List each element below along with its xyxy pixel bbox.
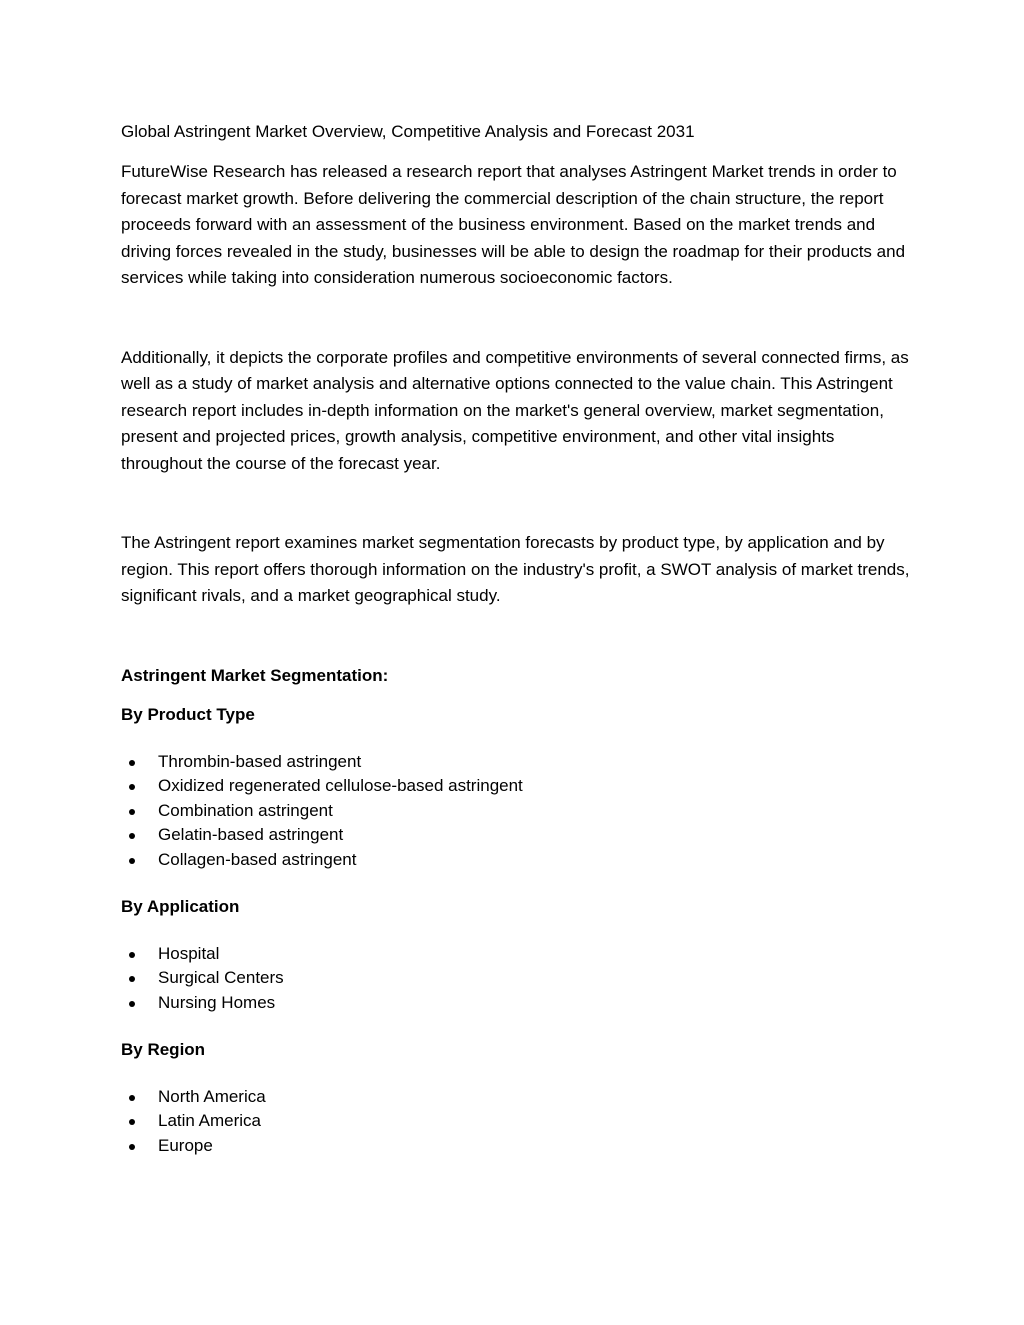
list-item-label: Combination astringent — [158, 800, 333, 820]
list-item — [121, 966, 911, 991]
list-item — [121, 1085, 911, 1110]
product-type-list — [121, 750, 911, 873]
paragraph-spacer — [121, 292, 911, 345]
region-heading: By Region — [121, 1040, 206, 1059]
list-item — [121, 1109, 911, 1134]
list-item — [121, 848, 911, 873]
document-title: Global Astringent Market Overview, Competitive Analysis and Forecast 2031 — [121, 122, 695, 141]
bullet-icon — [129, 858, 135, 864]
profiles-paragraph: Additionally, it depicts the corporate profiles and competitive environments of several connected firms, as well as a study of market analysis and alternative options connected to the value chain. This Astringent research report includes in-depth information on the market's general overview, market segmentation, present and projected prices, growth analysis, competitive environment, and other vital insights throughout the course of the forecast year. — [121, 347, 909, 473]
list-item — [121, 991, 911, 1016]
paragraph-spacer — [121, 610, 911, 663]
list-item-label: Surgical Centers — [158, 968, 284, 987]
application-heading: By Application — [121, 897, 240, 916]
list-item-label: Europe — [158, 1135, 213, 1155]
bullet-icon — [129, 809, 135, 815]
bullet-icon — [129, 760, 135, 766]
list-item-label: Collagen-based astringent — [158, 849, 357, 869]
list-item — [121, 750, 911, 775]
bullet-icon — [129, 1144, 135, 1150]
application-list — [121, 942, 911, 1016]
product-type-heading: By Product Type — [121, 705, 255, 724]
list-item-label: Nursing Homes — [158, 992, 276, 1012]
list-item-label: Gelatin-based astringent — [158, 825, 344, 844]
list-item-label: Hospital — [158, 943, 220, 963]
bullet-icon — [129, 784, 135, 790]
list-item — [121, 799, 911, 824]
list-item — [121, 942, 911, 967]
list-item — [121, 823, 911, 848]
list-item-label: North America — [158, 1086, 266, 1106]
bullet-icon — [129, 976, 135, 982]
bullet-icon — [129, 1119, 135, 1125]
intro-paragraph: FutureWise Research has released a research report that analyses Astringent Market trends in order to forecast market growth. Before delivering the commercial description of the chain structure, the report proceeds forward with an assessment of the business environment. Based on the market trends and driving forces revealed in the study, businesses will be able to design the roadmap for their products and services while taking into consideration numerous socioeconomic factors. — [121, 162, 906, 287]
list-item-label: Oxidized regenerated cellulose-based astringent — [158, 776, 523, 795]
segmentation-heading: Astringent Market Segmentation: — [121, 665, 389, 685]
list-item — [121, 1134, 911, 1159]
list-item — [121, 774, 911, 799]
paragraph-spacer — [121, 477, 911, 530]
bullet-icon — [129, 1001, 135, 1007]
document-body — [121, 119, 911, 1180]
segmentation-paragraph: The Astringent report examines market segmentation forecasts by product type, by application and by region. This report offers thorough information on the industry's profit, a SWOT analysis of market trends, significant rivals, and a market geographical study. — [121, 533, 910, 605]
bullet-icon — [129, 952, 135, 958]
bullet-icon — [129, 833, 135, 839]
region-list — [121, 1085, 911, 1159]
list-item-label: Thrombin-based astringent — [158, 751, 362, 771]
list-item-label: Latin America — [158, 1111, 261, 1130]
bullet-icon — [129, 1095, 135, 1101]
